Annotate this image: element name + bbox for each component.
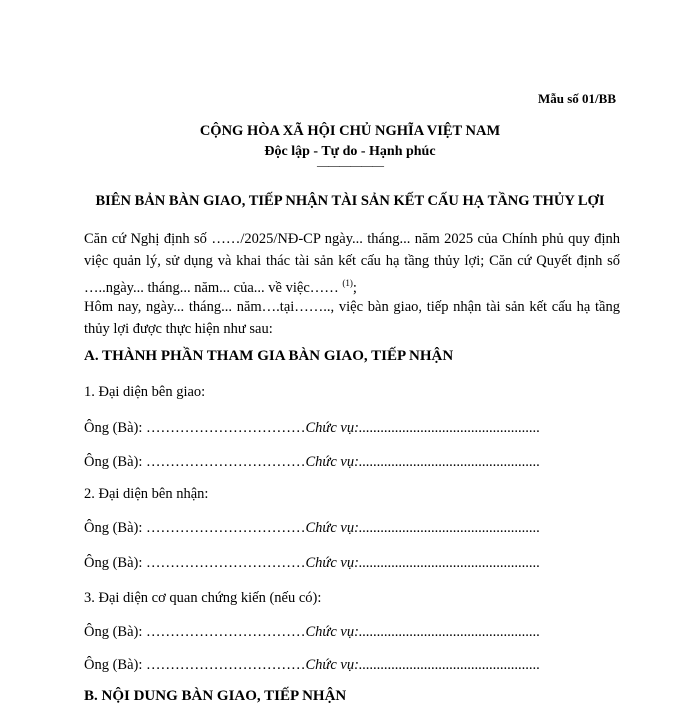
legal-basis-paragraph — [84, 228, 620, 299]
person-field: Ông (Bà): …………………………… — [84, 420, 306, 436]
receiving-rep-row — [84, 555, 540, 572]
handover-rep-row — [84, 454, 540, 471]
person-field: Ông (Bà): …………………………… — [84, 454, 306, 470]
witness-rep-row — [84, 624, 540, 641]
national-motto: Độc lập - Tự do - Hạnh phúc — [264, 144, 436, 159]
legal-basis-tail: ; — [352, 280, 357, 296]
form-code: Mẫu số 01/BB — [537, 91, 616, 106]
person-field: Ông (Bà): …………………………… — [84, 520, 306, 536]
witness-rep-row — [84, 657, 540, 674]
handover-party-label: 1. Đại diện bên giao: — [84, 384, 206, 400]
position-field: Chức vụ:.................................................. — [305, 624, 541, 640]
national-title: CỘNG HÒA XÃ HỘI CHỦ NGHĨA VIỆT NAM — [199, 123, 501, 139]
position-field: Chức vụ:.................................................. — [305, 555, 541, 571]
position-field: Chức vụ:.................................................. — [305, 454, 541, 470]
position-field: Chức vụ:.................................................. — [305, 420, 541, 436]
legal-basis-text: Căn cứ Nghị định số ……/2025/NĐ-CP ngày... tháng... năm 2025 của Chính phủ quy định việc quản lý, sử dụng và khai thác tài sản kết cấu hạ tầng thủy lợi; Căn cứ Quyết định số …..ngày... tháng... năm... của... về việc…… — [84, 231, 620, 296]
person-field: Ông (Bà): …………………………… — [84, 657, 306, 673]
person-field: Ông (Bà): …………………………… — [84, 624, 306, 640]
handover-rep-row — [84, 420, 540, 437]
motto-underline: —————— — [317, 158, 383, 172]
receiving-rep-row — [84, 520, 540, 537]
section-b-heading: B. NỘI DUNG BÀN GIAO, TIẾP NHẬN — [84, 688, 347, 704]
person-field: Ông (Bà): …………………………… — [84, 555, 306, 571]
position-field: Chức vụ:.................................................. — [305, 520, 541, 536]
intro-paragraph: Hôm nay, ngày... tháng... năm….tại…….., việc bàn giao, tiếp nhận tài sản kết cấu hạ tầng thủy lợi được thực hiện như sau: — [84, 299, 620, 337]
footnote-marker: (1) — [342, 278, 353, 288]
position-field: Chức vụ:.................................................. — [305, 657, 541, 673]
section-a-heading: A. THÀNH PHẦN THAM GIA BÀN GIAO, TIẾP NHẬN — [84, 348, 454, 364]
document-title: BIÊN BẢN BÀN GIAO, TIẾP NHẬN TÀI SẢN KẾT CẤU HẠ TẦNG THỦY LỢI — [95, 193, 605, 209]
receiving-party-label: 2. Đại diện bên nhận: — [84, 486, 209, 502]
witness-party-label: 3. Đại diện cơ quan chứng kiến (nếu có): — [84, 590, 322, 606]
